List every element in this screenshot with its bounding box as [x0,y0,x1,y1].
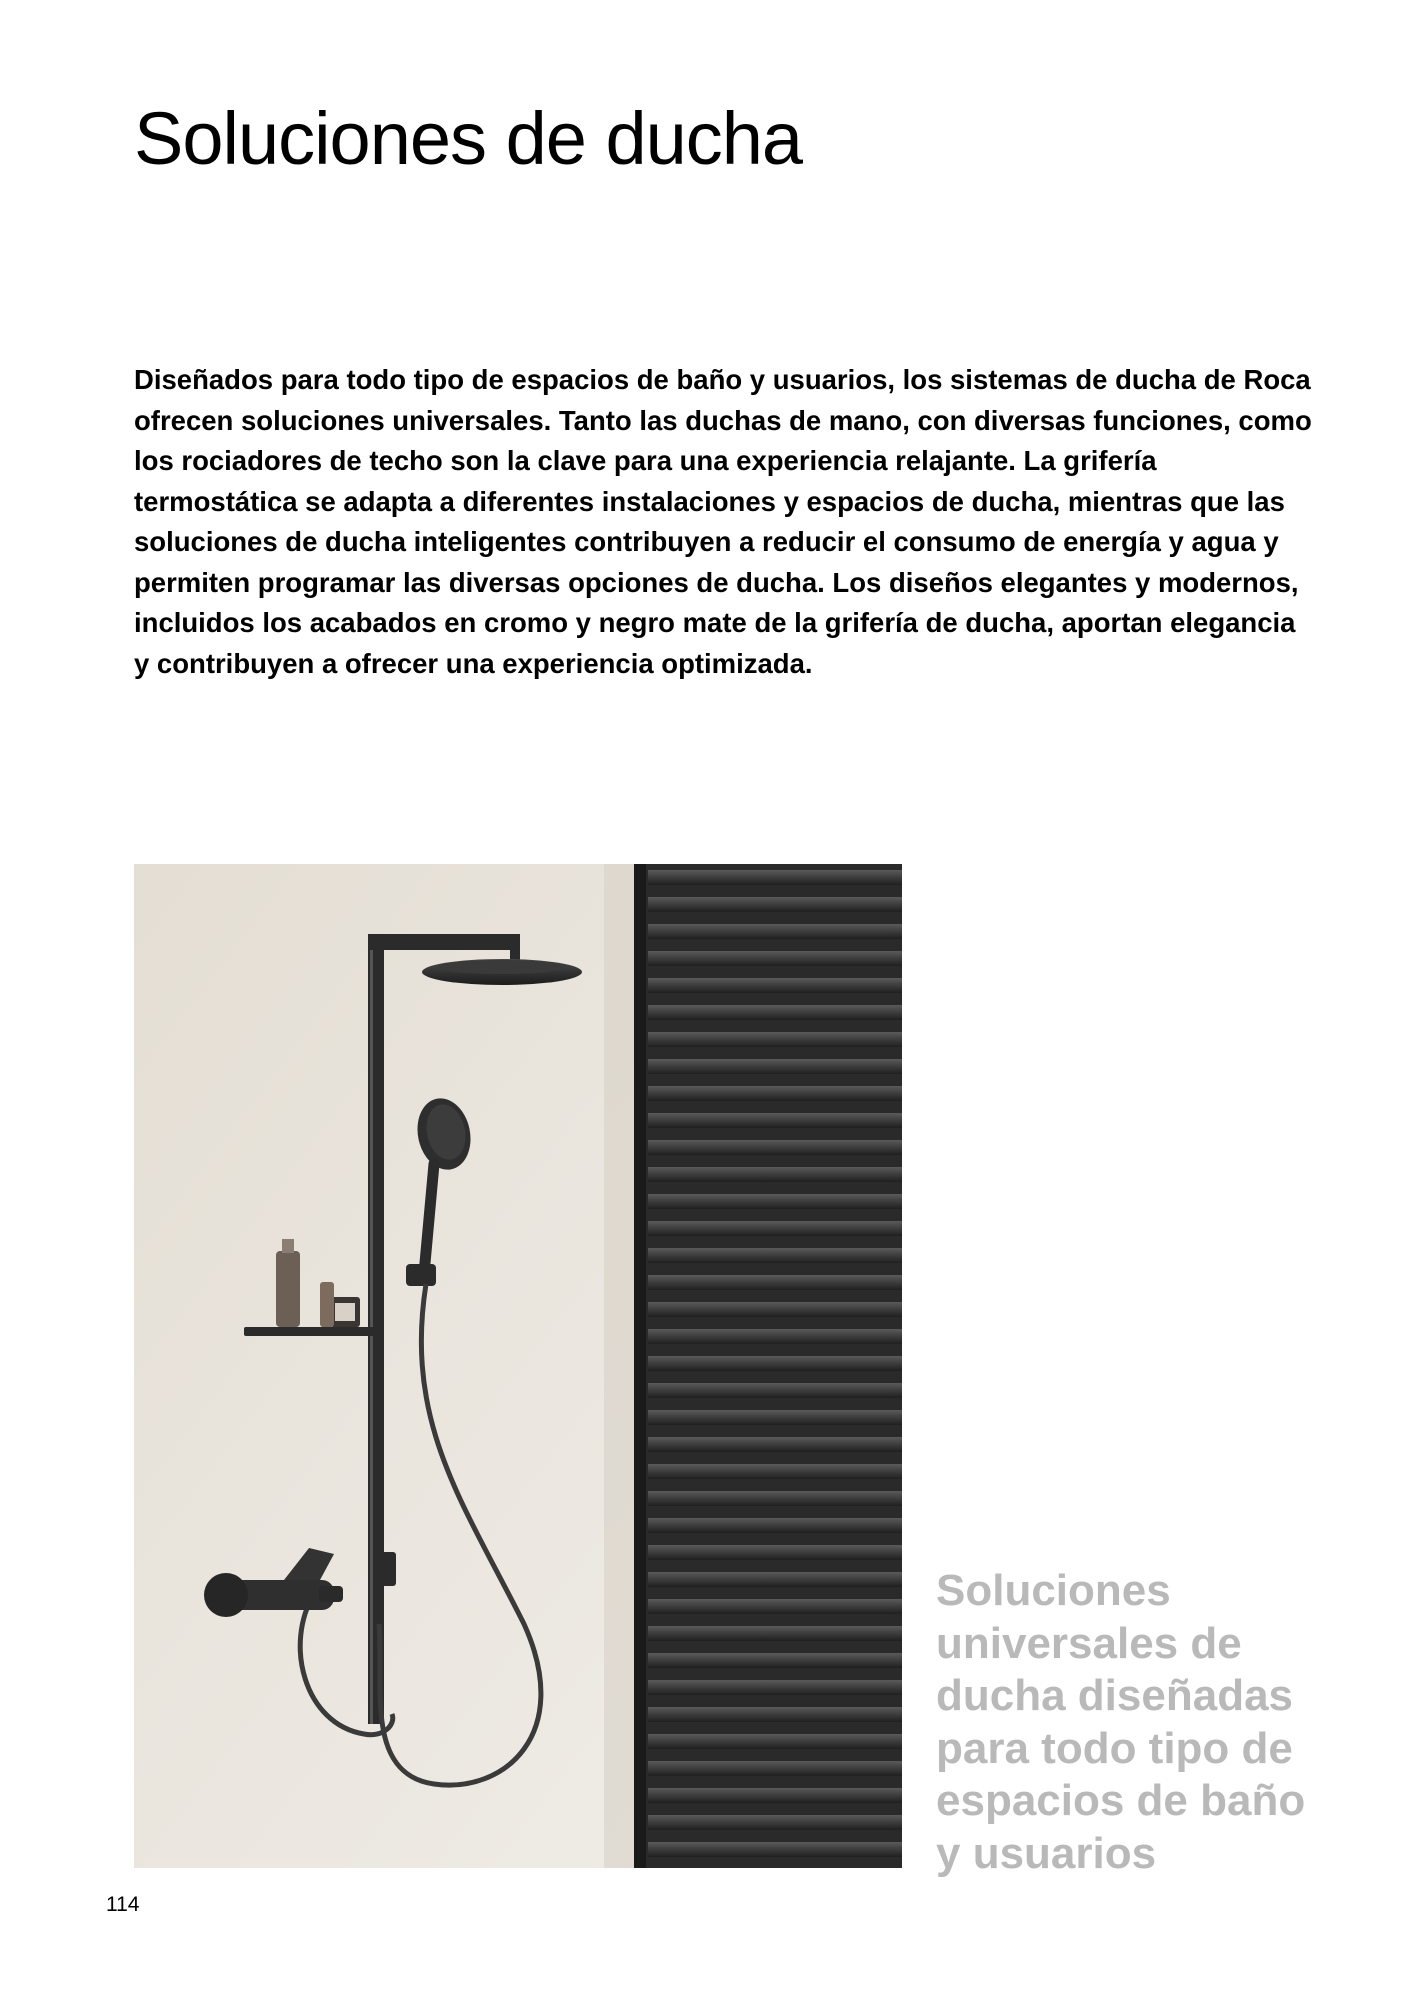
screen-slat [648,1167,902,1182]
screen-slat [648,897,902,912]
screen-slat [648,978,902,993]
screen-slat [648,1113,902,1128]
screen-slat [648,1680,902,1695]
small-bottle [320,1282,334,1327]
pull-quote: Soluciones universales de ducha diseñadas para todo tipo de espacios de baño y usuarios [936,1566,1306,1878]
screen-slat [648,1491,902,1506]
screen-slat [648,1356,902,1371]
shower-arm [368,934,516,950]
shower-system-photo [134,864,902,1868]
screen-slats [648,870,902,1857]
screen-slat [648,1626,902,1641]
screen-slat [648,1383,902,1398]
screen-slat [648,924,902,939]
diverter [374,1552,396,1586]
screen-slat [648,1518,902,1533]
screen-slat [648,1653,902,1668]
screen-slat [648,951,902,966]
screen-slat [648,1788,902,1803]
screen-slat [648,1140,902,1155]
screen-slat [648,1545,902,1560]
shelf [244,1327,384,1336]
screen-slat [648,1275,902,1290]
screen-slat [648,1329,902,1344]
screen-slat [648,1086,902,1101]
screen-slat [648,1005,902,1020]
screen-slat [648,1032,902,1047]
screen-slat [648,1599,902,1614]
mixer-wall-plate [204,1573,248,1617]
screen-slat [648,1437,902,1452]
screen-slat [648,1761,902,1776]
bottle [276,1251,300,1327]
screen-slat [648,1815,902,1830]
screen-slat [648,1410,902,1425]
screen-slat [648,1842,902,1857]
screen-slat [648,1707,902,1722]
screen-slat [648,1194,902,1209]
screen-slat [648,1464,902,1479]
shower-illustration [134,864,902,1868]
page-number: 114 [106,1893,140,1916]
slider-holder [406,1264,436,1286]
screen-slat [648,1221,902,1236]
intro-paragraph: Diseñados para todo tipo de espacios de baño y usuarios, los sistemas de ducha de Roca ofrecen soluciones universales. Tanto las duchas de mano, con diversas funciones, como los rociadores de techo son la clave para una experiencia relajante. La grifería termostática se adapta a diferentes instalaciones y espacios de ducha, mientras que las soluciones de ducha inteligentes contribuyen a reducir el consumo de energía y agua y permiten programar las diversas opciones de ducha. Los diseños elegantes y modernos, incluidos los acabados en cromo y negro mate de la grifería de ducha, aportan elegancia y contribuyen a ofrecer una experiencia optimizada. [134,364,1312,679]
screen-slat [648,1734,902,1749]
screen-slat [648,1302,902,1317]
spout [319,1586,343,1602]
screen-slat [648,1059,902,1074]
screen-slat [648,870,902,885]
screen-slat [648,1248,902,1263]
screen-slat [648,1572,902,1587]
page-title: Soluciones de ducha [134,97,803,180]
